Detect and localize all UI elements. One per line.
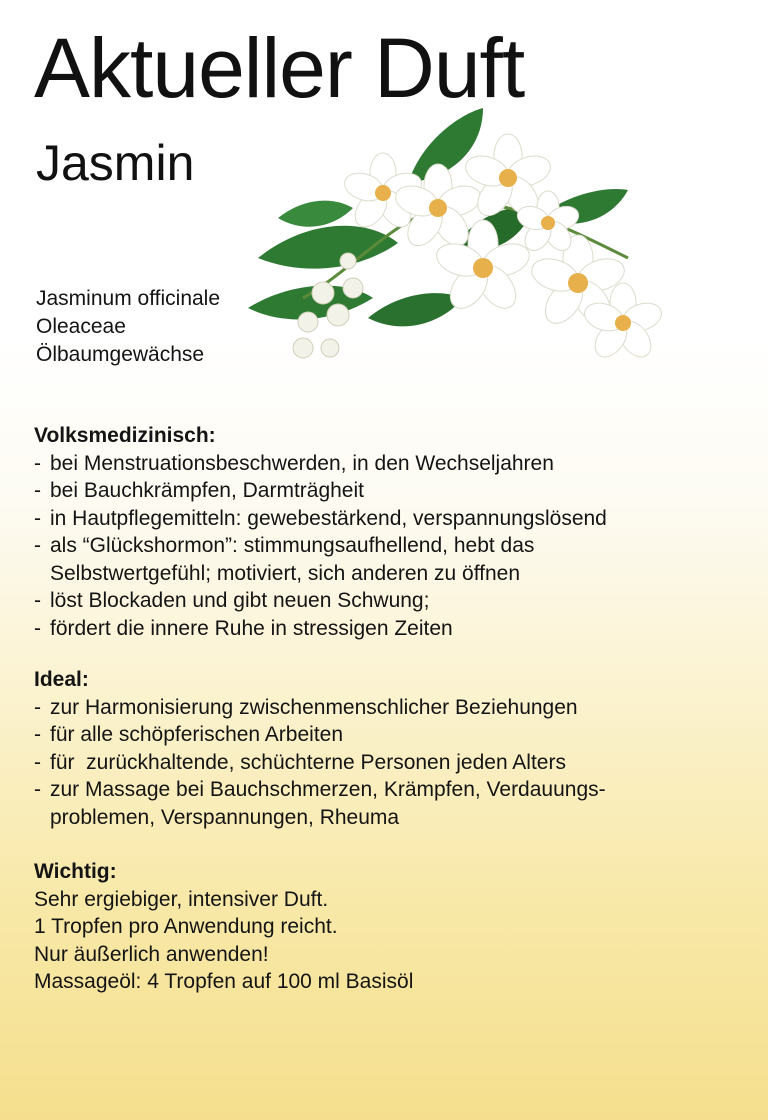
section-heading: Volksmedizinisch: — [34, 424, 216, 447]
section-heading: Ideal: — [34, 668, 89, 691]
list-item: - löst Blockaden und gibt neuen Schwung; — [34, 589, 430, 612]
section-ideal — [34, 666, 606, 831]
text-line: Massageöl: 4 Tropfen auf 100 ml Basisöl — [34, 970, 414, 993]
jasmine-flower-illustration — [248, 108, 678, 378]
list-item: - fördert die innere Ruhe in stressigen Zeiten — [34, 616, 453, 640]
plant-family: Oleaceae — [36, 315, 126, 338]
text-line: Nur äußerlich anwenden! — [34, 942, 269, 966]
plant-family-german: Ölbaumgewächse — [36, 343, 205, 366]
page-title: Aktueller Duft — [34, 21, 525, 115]
text-line: Sehr ergiebiger, intensiver Duft. — [34, 887, 329, 911]
list-item: - bei Bauchkrämpfen, Darmträgheit — [34, 479, 364, 502]
list-item: - in Hautpflegemitteln: gewebestärkend, verspannungslösend — [34, 506, 607, 530]
section-wichtig — [34, 858, 413, 996]
latin-name: Jasminum officinale — [36, 287, 221, 310]
botanical-info — [36, 285, 220, 369]
list-item: - für zurückhaltende, schüchterne Personen jeden Alters — [34, 750, 566, 774]
section-heading: Wichtig: — [34, 860, 117, 883]
text-line: 1 Tropfen pro Anwendung reicht. — [34, 915, 338, 938]
section-volksmedizinisch — [34, 422, 607, 642]
page-subtitle: Jasmin — [36, 135, 195, 191]
list-item: - zur Massage bei Bauchschmerzen, Krämpfen, Verdauungs- problemen, Verspannungen, Rheuma — [34, 778, 606, 829]
list-item: - bei Menstruationsbeschwerden, in den Wechseljahren — [34, 451, 554, 475]
list-item: - als “Glückshormon”: stimmungsaufhellend, hebt das Selbstwertgefühl; motiviert, sich anderen zu öffnen — [34, 534, 535, 585]
list-item: - für alle schöpferischen Arbeiten — [34, 723, 344, 746]
list-item: - zur Harmonisierung zwischenmenschlicher Beziehungen — [34, 695, 578, 719]
